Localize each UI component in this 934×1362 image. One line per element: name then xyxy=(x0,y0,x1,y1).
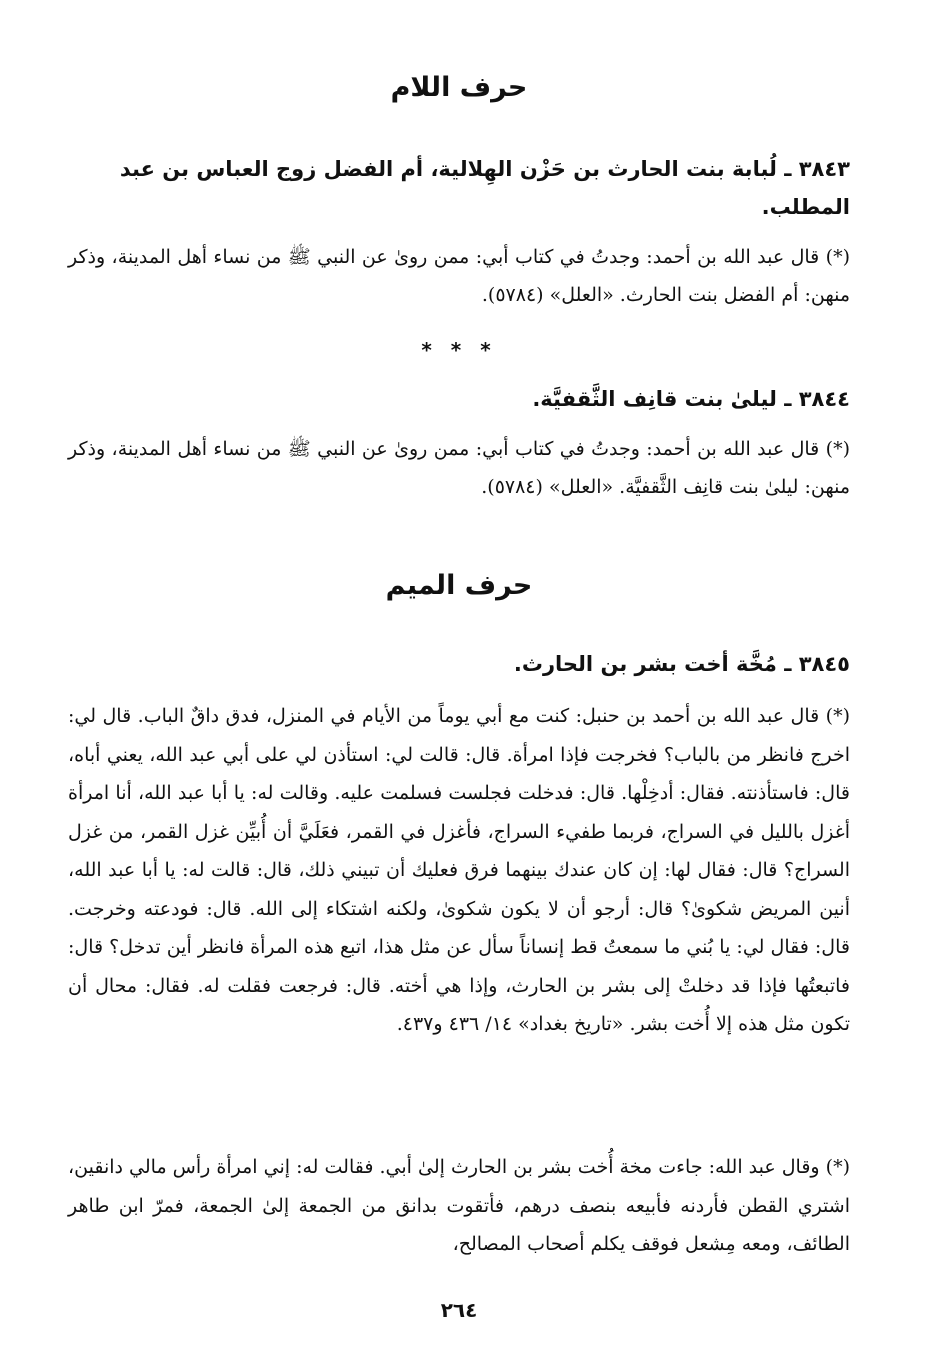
entry-text-3843: (*) قال عبد الله بن أحمد: وجدتُ في كتاب أبي: ممن روىٰ عن النبي ﷺ من نساء أهل المدينة، وذكر منهن: أم الفضل بنت الحارث. «العلل» (٥٧٨٤). xyxy=(68,246,850,306)
entry-title-3843: ٣٨٤٣ ـ لُبابة بنت الحارث بن حَزْن الهِلالية، أم الفضل زوج العباس بن عبد المطلب. xyxy=(119,157,850,219)
entry-text-3844: (*) قال عبد الله بن أحمد: وجدتُ في كتاب أبي: ممن روىٰ عن النبي ﷺ من نساء أهل المدينة، وذكر منهن: ليلىٰ بنت قانِف الثَّقفيَّة. «العلل» (٥٧٨٤). xyxy=(68,438,850,498)
entry-text-3845-a: (*) قال عبد الله بن أحمد بن حنبل: كنت مع أبي يوماً من الأيام في المنزل، فدق داقٌ الباب. قال لي: اخرج فانظر من بالباب؟ فخرجت فإذا امرأة. قال: قالت لي: استأذن لي على أبي عبد الله، يعني أباه، قال: فاستأذنته. فقال: أدخِلْها. قال: فدخلت فجلست فسلمت عليه. وقالت له: يا أبا عبد الله، أنا امرأة أغزل بالليل في السراج، فربما طفيء السراج، فأغزل في القمر، فعَلَيَّ أن أُبيِّن غزل القمر، من غزل السراج؟ قال: فقال لها: إن كان عندك بينهما فرق فعليك أن تبيني ذلك، قال: قالت له: يا أبا عبد الله، أنين المريض شكوىٰ؟ قال: أرجو أن لا يكون شكوىٰ، ولكنه اشتكاء إلى الله. قال: فودعته وخرجت. قال: فقال لي: يا بُني ما سمعتُ قط إنساناً سأل عن مثل هذا، اتبع هذه المرأة فانظر أين تدخل؟ قال: فاتبعتُها فإذا قد دخلتْ إلى بشر بن الحارث، وإذا هي أخته. قال: فرجعت فقلت له. فقال: محال أن تكون مثل هذه إلا أُخت بشر. «تاريخ بغداد» ١٤/ ٤٣٦ و٤٣٧. xyxy=(68,705,850,1035)
entry-text-3845-b: (*) وقال عبد الله: جاءت مخة أُخت بشر بن الحارث إلىٰ أبي. فقالت له: إني امرأة رأس مالي دانقين، اشتري القطن فأردنه فأبيعه بنصف درهم، فأتقوت بدانق من الجمعة إلىٰ الجمعة، فمرّ ابن طاهر الطائف، ومعه مِشعل فوقف يكلم أصحاب المصالح، xyxy=(68,1156,850,1255)
section-heading-mim: حرف الميم xyxy=(385,570,533,601)
section-heading-lam: حرف اللام xyxy=(390,72,528,103)
entry-title-3845: ٣٨٤٥ ـ مُخَّة أخت بشر بن الحارث. xyxy=(513,652,850,676)
separator-stars: * * * xyxy=(421,338,497,362)
entry-title-3844: ٣٨٤٤ ـ ليلىٰ بنت قانِف الثَّقفيَّة. xyxy=(532,387,850,411)
page-number: ٢٦٤ xyxy=(440,1298,478,1322)
book-page xyxy=(68,0,850,1362)
